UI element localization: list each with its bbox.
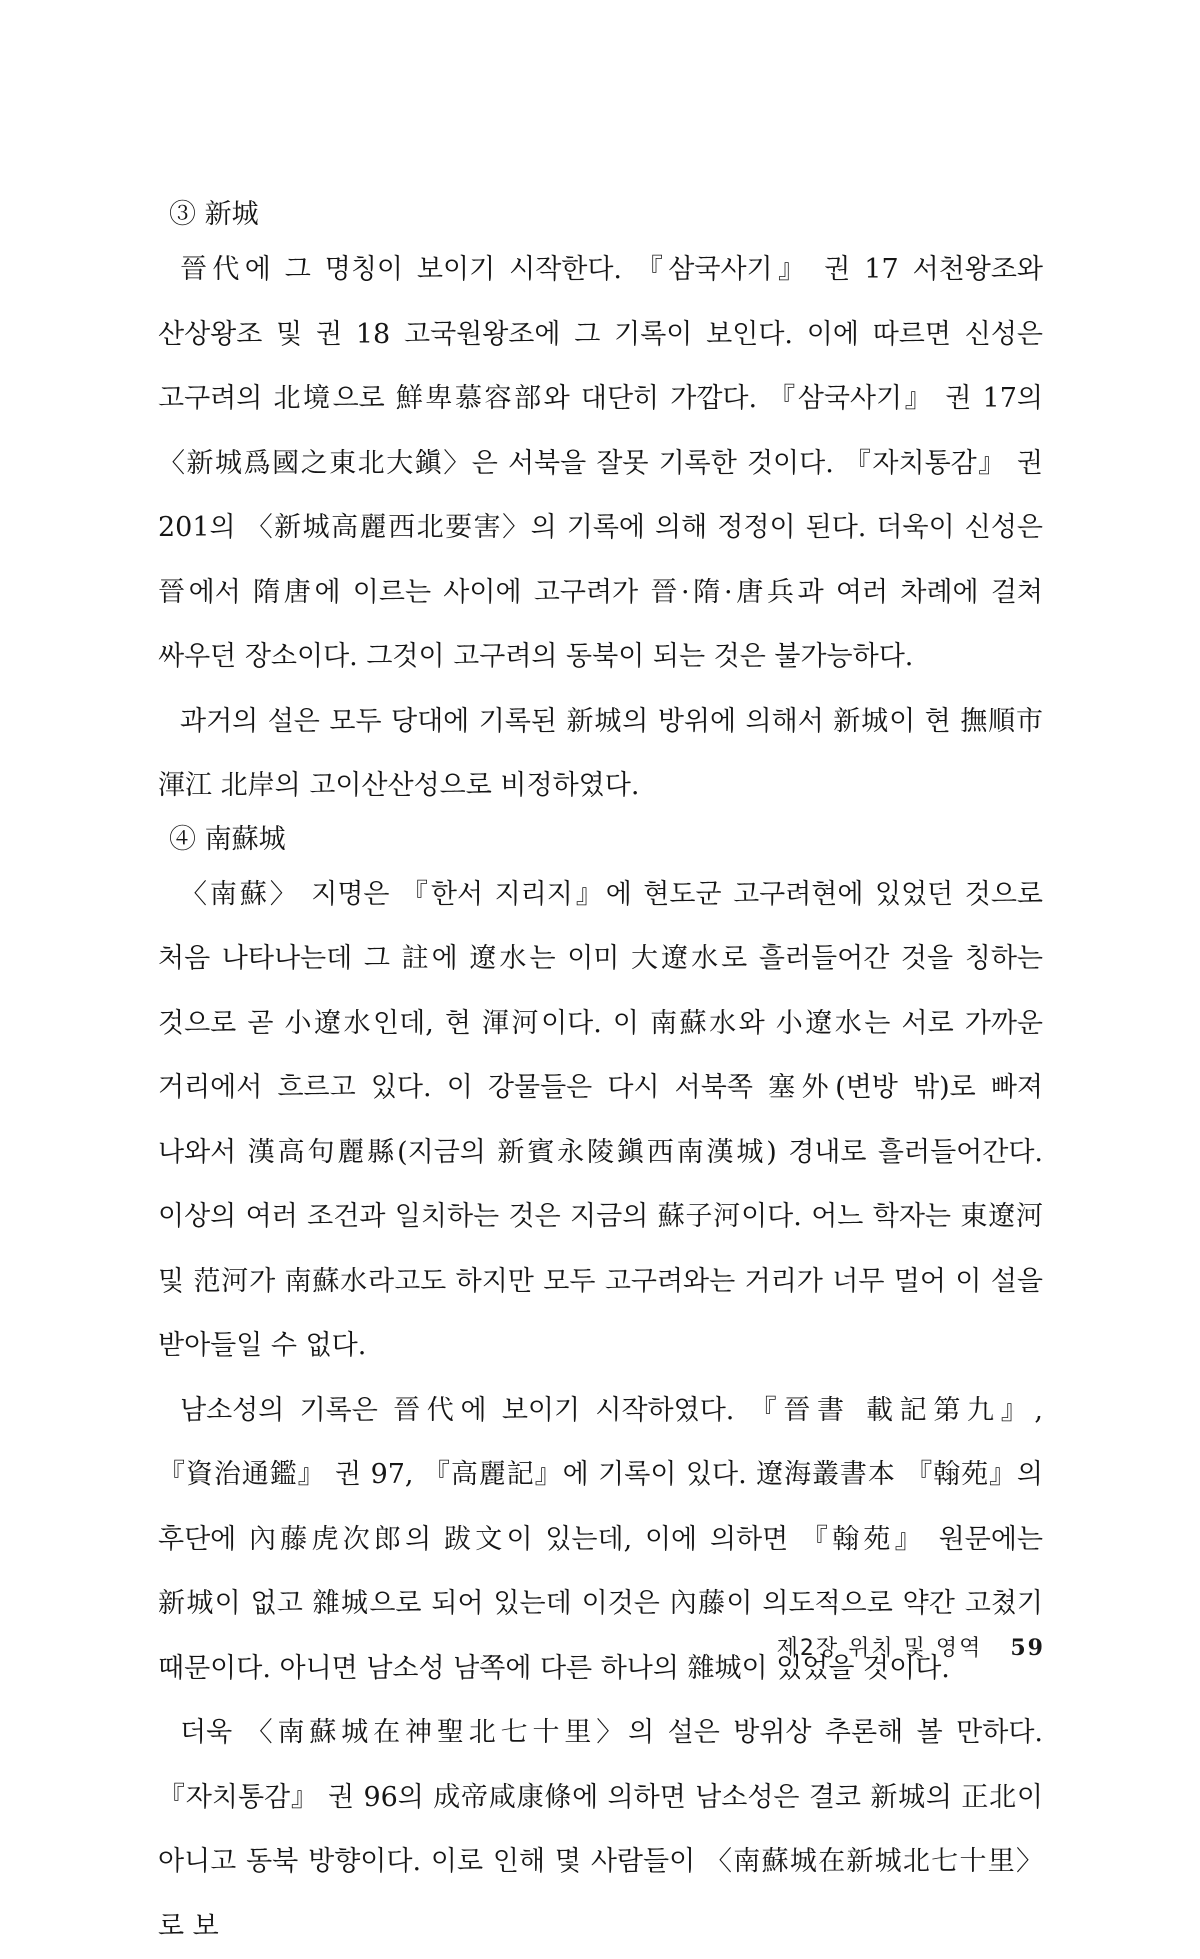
paragraph: 과거의 설은 모두 당대에 기록된 新城의 방위에 의해서 新城이 현 撫順市 渾江 北岸의 고이산산성으로 비정하였다. <box>158 705 1043 801</box>
paragraph: 〈南蘇〉 지명은 『한서 지리지』에 현도군 고구려현에 있었던 것으로 처음 나타나는데 그 註에 遼水는 이미 大遼水로 흘러들어간 것을 칭하는 것으로 곧 小遼水인데, 현 渾河이다. 이 南蘇水와 小遼水는 서로 가까운 거리에서 흐르고 있다. 이 강물들은 다시 서북쪽 塞外(변방 밖)로 빠져 나와서 漢高句麗縣(지금의 新賓永陵鎭西南漢城) 경내로 흘러들어간다. 이상의 여러 조건과 일치하는 것은 지금의 蘇子河이다. 어느 학자는 東遼河 및 范河가 南蘇水라고도 하지만 모두 고구려와는 거리가 너무 멀어 이 설을 받아들일 수 없다. <box>158 878 1043 1361</box>
paragraph: 晉代에 그 명칭이 보이기 시작한다. 『삼국사기』 권 17 서천왕조와 산상왕조 및 권 18 고국원왕조에 그 기록이 보인다. 이에 따르면 신성은 고구려의 北境으로 鮮卑慕容部와 대단히 가깝다. 『삼국사기』 권 17의 〈新城爲國之東北大鎭〉은 서북을 잘못 기록한 것이다. 『자치통감』 권 201의 〈新城高麗西北要害〉의 기록에 의해 정정이 된다. 더욱이 신성은 晉에서 隋唐에 이르는 사이에 고구려가 晉·隋·唐兵과 여러 차례에 걸쳐 싸우던 장소이다. 그것이 고구려의 동북이 되는 것은 불가능하다. <box>158 254 1043 672</box>
paragraph: 남소성의 기록은 晉代에 보이기 시작하였다. 『晉書 載記第九』, 『資治通鑑』 권 97, 『高麗記』에 기록이 있다. 遼海叢書本 『翰苑』의 후단에 內藤虎次郎의 跋文이 있는데, 이에 의하면 『翰苑』 원문에는 新城이 없고 雜城으로 되어 있는데 이것은 內藤이 의도적으로 약간 고쳤기 때문이다. 아니면 남소성 남쪽에 다른 하나의 雜城이 있었을 것이다. <box>158 1394 1043 1684</box>
section-heading-namso-city: ④ 南蘇城 <box>169 823 286 855</box>
paragraph: 더욱 〈南蘇城在神聖北七十里〉의 설은 방위상 추론해 볼 만하다. 『자치통감』 권 96의 成帝咸康條에 의하면 남소성은 결코 新城의 正北이 아니고 동북 방향이다. 이로 인해 몇 사람들이 〈南蘇城在新城北七十里〉로 보 <box>158 1717 1043 1942</box>
section-heading-new-city: ③ 新城 <box>169 199 259 230</box>
page-footer <box>777 1631 1045 1662</box>
running-footer-chapter: 제2장 위치 및 영역 <box>776 1636 983 1661</box>
page-body <box>158 198 1043 1959</box>
page-number: 59 <box>1010 1635 1045 1661</box>
